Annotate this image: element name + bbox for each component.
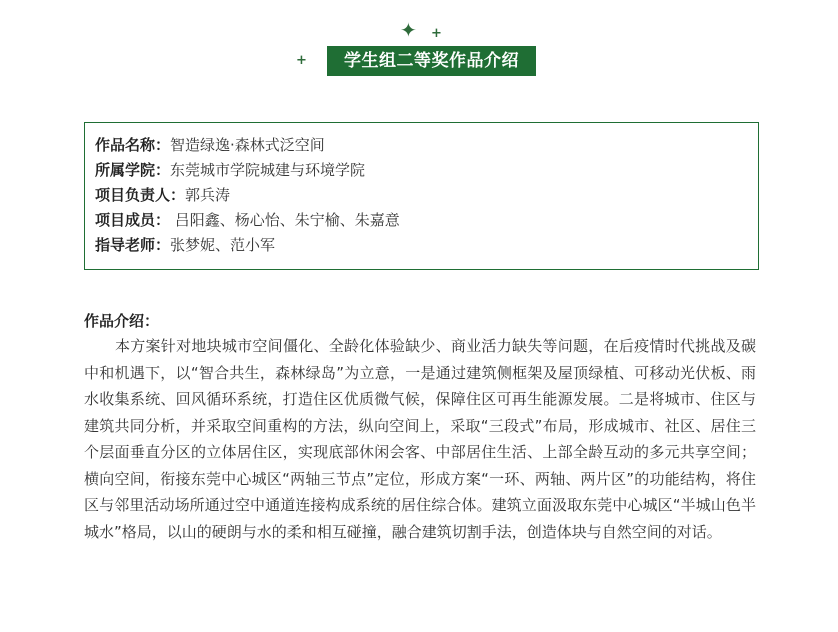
plus-decoration-icon: + [431,26,442,41]
sparkle-star-icon: ✦ [400,18,417,42]
page-title: 学生组二等奖作品介绍 [327,46,536,76]
info-row-work-name [95,133,758,158]
info-value: 吕阳鑫、杨心怡、朱宁榆、朱嘉意 [170,211,400,229]
info-key: 指导老师： [95,236,171,254]
info-value: 智造绿逸·森林式泛空间 [170,136,325,154]
info-value: 东莞城市学院城建与环境学院 [170,161,366,179]
intro-heading: 作品介绍： [84,312,160,330]
project-info-box [84,122,759,270]
info-value: 张梦妮、范小军 [170,236,276,254]
info-row-members [95,208,758,233]
info-key: 所属学院： [95,161,171,179]
intro-paragraph: 本方案针对地块城市空间僵化、全龄化体验缺少、商业活力缺失等问题，在后疫情时代挑战及碳中和机遇下，以“智合共生，森林绿岛”为立意，一是通过建筑侧框架及屋顶绿植、可移动光伏板、雨水收集系统、回风循环系统，打造住区优质微气候，保障住区可再生能源发展。二是将城市、住区与建筑共同分析，并采取空间重构的方法，纵向空间上，采取“三段式”布局，形成城市、社区、居住三个层面垂直分区的立体居住区，实现底部休闲会客、中部居住生活、上部全龄互动的多元共享空间；横向空间，衔接东莞中心城区“两轴三节点”定位，形成方案“一环、两轴、两片区”的功能结构，将住区与邻里活动场所通过空中通道连接构成系统的居住综合体。建筑立面汲取东莞中心城区“半城山色半城水”格局，以山的硬朗与水的柔和相互碰撞，融合建筑切割手法，创造体块与自然空间的对话。 [84,337,756,541]
info-key: 项目负责人： [95,186,186,204]
info-key: 项目成员： [95,211,171,229]
info-value: 郭兵涛 [185,186,231,204]
plus-decoration-icon: + [296,53,307,68]
info-row-leader [95,183,758,208]
header [0,0,838,90]
info-row-college [95,158,758,183]
info-key: 作品名称： [95,136,171,154]
info-row-advisors [95,233,758,258]
